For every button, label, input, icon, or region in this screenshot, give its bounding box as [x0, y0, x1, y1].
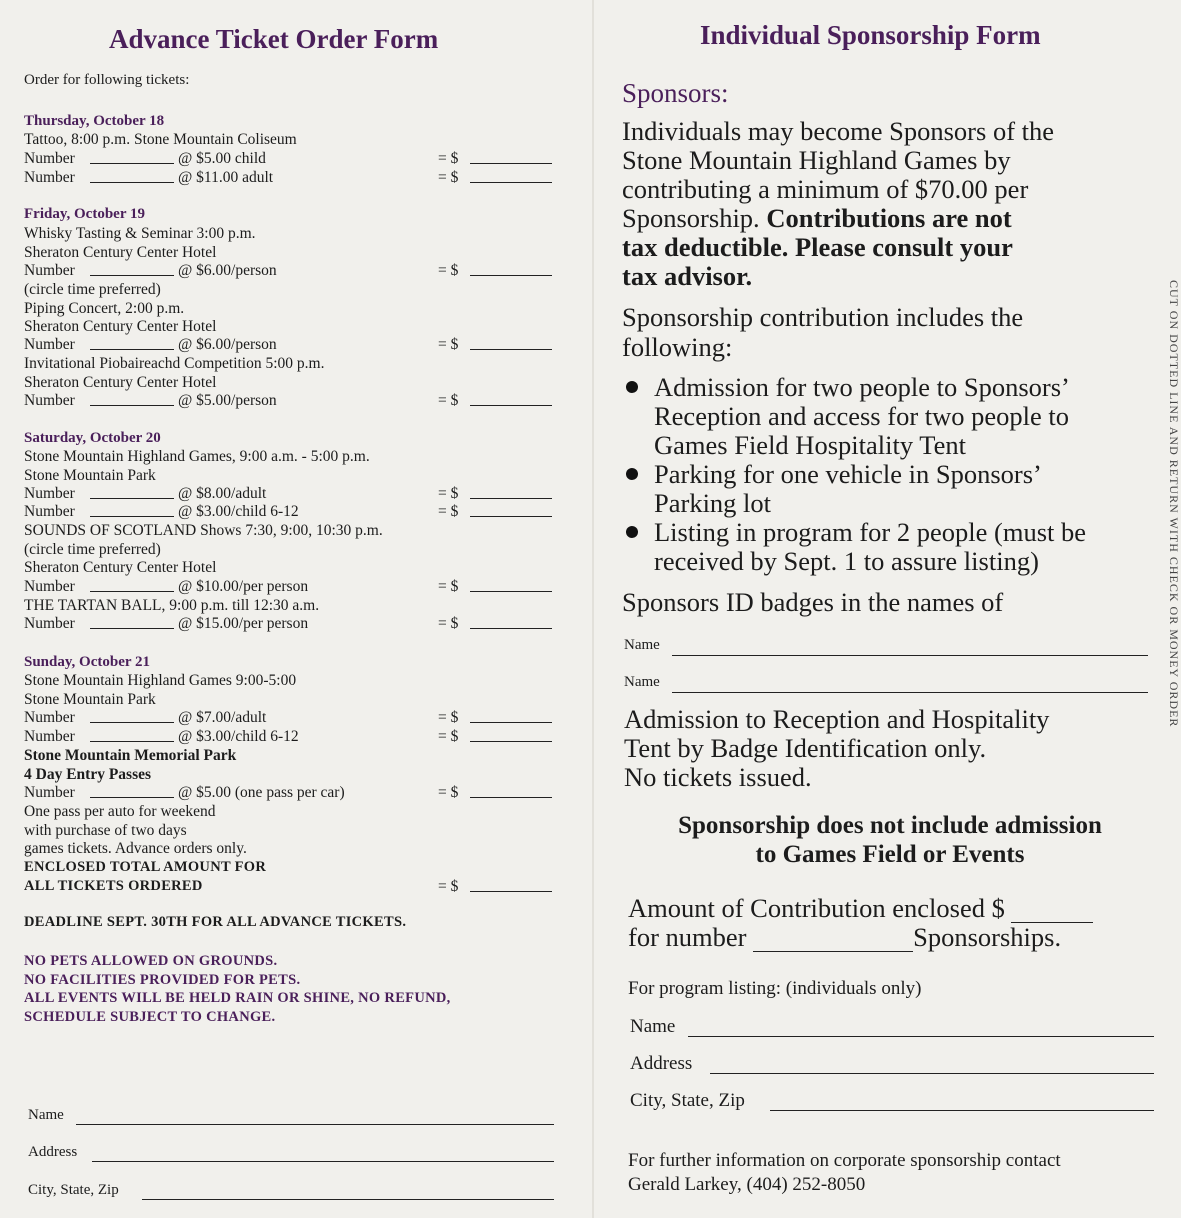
thursday-event: Tattoo, 8:00 p.m. Stone Mountain Coliseum [24, 131, 297, 148]
friday-note: (circle time preferred) [24, 281, 161, 298]
listing-name-field [628, 1016, 1154, 1044]
price-label: @ $11.00 adult [178, 169, 274, 186]
intro-text: contributing a minimum of $70.00 per [622, 174, 1029, 204]
quantity-blank[interactable] [90, 591, 174, 592]
city-blank[interactable] [142, 1199, 554, 1200]
city-label: City, State, Zip [630, 1090, 745, 1111]
ticket-row [24, 502, 584, 521]
number-label: Number [24, 709, 75, 726]
number-label: Number [24, 578, 75, 595]
sponsorship-count-blank[interactable] [753, 929, 913, 952]
equals-label: = $ [438, 485, 459, 502]
amount-blank[interactable] [470, 797, 552, 798]
listing-city-field [628, 1090, 1154, 1118]
price-label: @ $8.00/adult [178, 485, 267, 502]
number-label: Number [24, 784, 75, 801]
listing-city-blank[interactable] [770, 1110, 1154, 1111]
badge-name-blank[interactable] [672, 692, 1148, 693]
benefit-item: received by Sept. 1 to assure listing) [654, 546, 1039, 576]
address-label: Address [28, 1144, 78, 1160]
name-label: Name [28, 1107, 64, 1123]
equals-label: = $ [438, 336, 459, 353]
count-row [628, 923, 1061, 952]
number-label: Number [24, 169, 75, 186]
ticket-row [24, 391, 584, 410]
equals-label: = $ [438, 262, 459, 279]
price-label: @ $5.00 (one pass per car) [178, 784, 345, 801]
exclusion-notice: to Games Field or Events [755, 841, 1025, 868]
deadline-notice: DEADLINE SEPT. 30TH FOR ALL ADVANCE TICKETS. [24, 914, 407, 930]
benefit-item: Games Field Hospitality Tent [654, 430, 966, 460]
sunday-venue: Stone Mountain Park [24, 691, 156, 708]
price-label: @ $3.00/child 6-12 [178, 728, 299, 745]
total-amount-blank[interactable] [470, 891, 552, 892]
price-label: @ $3.00/child 6-12 [178, 503, 299, 520]
quantity-blank[interactable] [90, 797, 174, 798]
sponsorship-form-title: Individual Sponsorship Form [700, 20, 1041, 50]
price-label: @ $6.00/person [178, 336, 277, 353]
price-label: @ $5.00/person [178, 392, 277, 409]
quantity-blank[interactable] [90, 722, 174, 723]
amount-row [628, 894, 1158, 923]
quantity-blank[interactable] [90, 163, 174, 164]
name-label: Name [630, 1016, 676, 1037]
listing-address-field [628, 1053, 1154, 1081]
bullet-icon [626, 526, 638, 538]
saturday-note: (circle time preferred) [24, 541, 161, 558]
bullet-icon [626, 468, 638, 480]
contact-info: Gerald Larkey, (404) 252-8050 [628, 1174, 866, 1195]
ticket-row [24, 783, 584, 802]
sponsors-heading: Sponsors: [622, 78, 729, 108]
sunday-event: Stone Mountain Highland Games 9:00-5:00 [24, 672, 297, 689]
badges-text: Sponsors ID badges in the names of [622, 587, 1004, 617]
schedule-notice: SCHEDULE SUBJECT TO CHANGE. [24, 1009, 276, 1025]
badge-name-blank[interactable] [672, 655, 1148, 656]
address-field [28, 1142, 554, 1164]
city-field [28, 1180, 554, 1202]
rain-notice: ALL EVENTS WILL BE HELD RAIN OR SHINE, NO REFUND, [24, 990, 451, 1006]
number-label: Number [24, 728, 75, 745]
amount-blank[interactable] [470, 275, 552, 276]
contact-info: For further information on corporate sponsorship contact [628, 1150, 1061, 1171]
benefit-item: Parking for one vehicle in Sponsors’ [654, 459, 1042, 489]
amount-blank[interactable] [470, 741, 552, 742]
count-label-suffix: Sponsorships. [913, 922, 1062, 952]
amount-blank[interactable] [470, 591, 552, 592]
saturday-event: SOUNDS OF SCOTLAND Shows 7:30, 9:00, 10:30 p.m. [24, 522, 383, 539]
sunday-heading: Sunday, October 21 [24, 654, 150, 670]
price-label: @ $10.00/per person [178, 578, 309, 595]
friday-venue: Sheraton Century Center Hotel [24, 374, 217, 391]
admission-text: Tent by Badge Identification only. [624, 733, 987, 763]
ticket-row [24, 727, 584, 746]
pass-note: games tickets. Advance orders only. [24, 840, 247, 857]
ticket-total-row [24, 877, 584, 896]
saturday-event: Stone Mountain Highland Games, 9:00 a.m. - 5:00 p.m. [24, 448, 370, 465]
address-label: Address [630, 1053, 693, 1074]
friday-venue: Sheraton Century Center Hotel [24, 318, 217, 335]
quantity-blank[interactable] [90, 182, 174, 183]
total-label: ALL TICKETS ORDERED [24, 878, 203, 894]
ticket-row [24, 614, 584, 633]
benefit-item: Admission for two people to Sponsors’ [654, 372, 1070, 402]
number-label: Number [24, 336, 75, 353]
bullet-icon [626, 381, 638, 393]
pets-notice: NO FACILITIES PROVIDED FOR PETS. [24, 972, 301, 988]
city-label: City, State, Zip [28, 1182, 119, 1198]
equals-label: = $ [438, 728, 459, 745]
exclusion-notice: Sponsorship does not include admission [678, 812, 1102, 839]
intro-text [622, 204, 1012, 233]
price-label: @ $6.00/person [178, 262, 277, 279]
saturday-venue: Stone Mountain Park [24, 467, 156, 484]
amount-blank[interactable] [470, 405, 552, 406]
saturday-heading: Saturday, October 20 [24, 430, 161, 446]
pass-note: One pass per auto for weekend [24, 803, 216, 820]
equals-label: = $ [438, 503, 459, 520]
pass-note: with purchase of two days [24, 822, 187, 839]
amount-blank[interactable] [470, 163, 552, 164]
amount-blank[interactable] [1011, 900, 1093, 923]
ticket-row [24, 708, 584, 727]
friday-event: Invitational Piobaireachd Competition 5:00 p.m. [24, 355, 325, 372]
quantity-blank[interactable] [90, 405, 174, 406]
ticket-row [24, 577, 584, 596]
name-blank[interactable] [76, 1124, 554, 1125]
number-label: Number [24, 615, 75, 632]
equals-label: = $ [438, 150, 459, 167]
price-label: @ $15.00/per person [178, 615, 309, 632]
intro-text: Individuals may become Sponsors of the [622, 116, 1055, 146]
price-label: @ $7.00/adult [178, 709, 267, 726]
total-label: ENCLOSED TOTAL AMOUNT FOR [24, 859, 267, 875]
benefit-item: Listing in program for 2 people (must be [654, 517, 1087, 547]
amount-blank[interactable] [470, 516, 552, 517]
friday-heading: Friday, October 19 [24, 206, 145, 222]
equals-label: = $ [438, 709, 459, 726]
number-label: Number [24, 392, 75, 409]
pets-notice: NO PETS ALLOWED ON GROUNDS. [24, 953, 278, 969]
intro-text-part: Sponsorship. [622, 203, 760, 233]
amount-blank[interactable] [470, 182, 552, 183]
equals-label: = $ [438, 615, 459, 632]
includes-text: Sponsorship contribution includes the [622, 302, 1024, 332]
benefit-item: Parking lot [654, 488, 772, 518]
amount-blank[interactable] [470, 349, 552, 350]
quantity-blank[interactable] [90, 349, 174, 350]
tax-warning: tax deductible. Please consult your [622, 232, 1013, 262]
equals-label: = $ [438, 878, 459, 895]
ticket-row [24, 261, 584, 280]
number-label: Number [24, 150, 75, 167]
quantity-blank[interactable] [90, 498, 174, 499]
order-intro: Order for following tickets: [24, 72, 190, 88]
ticket-row [24, 484, 584, 503]
listing-address-blank[interactable] [710, 1073, 1154, 1074]
name-label: Name [624, 637, 660, 653]
memorial-park-heading: Stone Mountain Memorial Park [24, 747, 237, 764]
count-label: for number [628, 922, 747, 952]
name-label: Name [624, 674, 660, 690]
listing-name-blank[interactable] [688, 1036, 1154, 1037]
tax-warning: tax advisor. [622, 261, 753, 291]
ticket-row [24, 335, 584, 354]
amount-blank[interactable] [470, 628, 552, 629]
saturday-venue: Sheraton Century Center Hotel [24, 559, 217, 576]
fold-line [592, 0, 594, 1218]
quantity-blank[interactable] [90, 741, 174, 742]
amount-blank[interactable] [470, 498, 552, 499]
friday-event: Whisky Tasting & Seminar 3:00 p.m. [24, 225, 256, 242]
ticket-form-title: Advance Ticket Order Form [109, 24, 439, 54]
equals-label: = $ [438, 578, 459, 595]
friday-event: Piping Concert, 2:00 p.m. [24, 300, 185, 317]
badge-name-field [622, 674, 1148, 698]
ticket-row [24, 168, 584, 187]
quantity-blank[interactable] [90, 516, 174, 517]
number-label: Number [24, 262, 75, 279]
quantity-blank[interactable] [90, 275, 174, 276]
admission-text: Admission to Reception and Hospitality [624, 704, 1050, 734]
badge-name-field [622, 637, 1148, 661]
program-listing-label: For program listing: (individuals only) [628, 978, 922, 999]
quantity-blank[interactable] [90, 628, 174, 629]
amount-blank[interactable] [470, 722, 552, 723]
equals-label: = $ [438, 392, 459, 409]
equals-label: = $ [438, 169, 459, 186]
benefit-item: Reception and access for two people to [654, 401, 1070, 431]
number-label: Number [24, 485, 75, 502]
saturday-event: THE TARTAN BALL, 9:00 p.m. till 12:30 a.m. [24, 597, 320, 614]
cut-line-text: CUT ON DOTTED LINE AND RETURN WITH CHECK OR MONEY ORDER [1167, 280, 1181, 728]
friday-venue: Sheraton Century Center Hotel [24, 244, 217, 261]
includes-text: following: [622, 332, 733, 362]
address-blank[interactable] [92, 1161, 554, 1162]
admission-text: No tickets issued. [624, 762, 812, 792]
entry-passes-heading: 4 Day Entry Passes [24, 766, 152, 783]
number-label: Number [24, 503, 75, 520]
ticket-row [24, 149, 584, 168]
equals-label: = $ [438, 784, 459, 801]
amount-label: Amount of Contribution enclosed $ [628, 893, 1005, 923]
tax-warning: Contributions are not [766, 203, 1012, 233]
intro-text: Stone Mountain Highland Games by [622, 145, 1011, 175]
price-label: @ $5.00 child [178, 150, 266, 167]
name-field [28, 1105, 554, 1127]
thursday-heading: Thursday, October 18 [24, 113, 165, 129]
